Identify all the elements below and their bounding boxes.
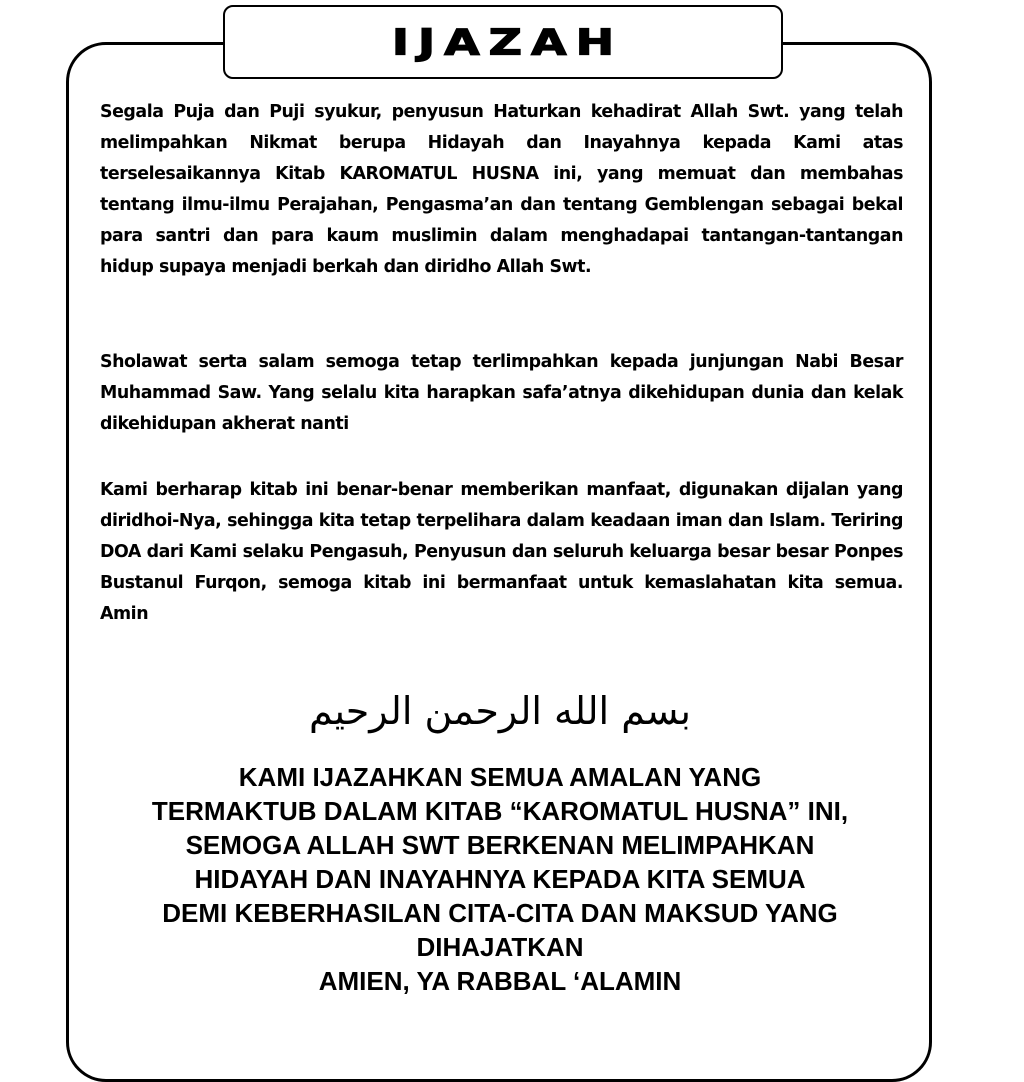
page-title: IJAZAH xyxy=(391,20,624,64)
ijazah-line: DEMI KEBERHASILAN CITA-CITA DAN MAKSUD YANG xyxy=(162,898,838,928)
ijazah-statement xyxy=(80,760,920,998)
paragraph-hope: Kami berharap kitab ini benar-benar memberikan manfaat, digunakan dijalan yang diridhoi-Nya, sehingga kita tetap terpelihara dalam keadaan iman dan Islam. Teriring DOA dari Kami selaku Pengasuh, Penyusun dan seluruh keluarga besar besar Ponpes Bustanul Furqon, semoga kitab ini bermanfaat untuk kemaslahatan kita semua. Amin xyxy=(100,480,903,624)
ijazah-line: AMIEN, YA RABBAL ‘ALAMIN xyxy=(318,966,682,996)
basmalah: بسم الله الرحمن الرحيم xyxy=(309,689,691,733)
paragraph-opening: Segala Puja dan Puji syukur, penyusun Haturkan kehadirat Allah Swt. yang telah melimpahkan Nikmat berupa Hidayah dan Inayahnya kepada Kami atas terselesaikannya Kitab KAROMATUL HUSNA ini, yang memuat dan membahas tentang ilmu-ilmu Perajahan, Pengasma’an dan tentang Gemblengan sebagai bekal para santri dan para kaum muslimin dalam menghadapai tantangan-tantangan hidup supaya menjadi berkah dan diridho Allah Swt. xyxy=(100,102,903,277)
ijazah-line: TERMAKTUB DALAM KITAB “KAROMATUL HUSNA” INI, xyxy=(151,796,849,826)
paragraph-sholawat: Sholawat serta salam semoga tetap terlimpahkan kepada junjungan Nabi Besar Muhammad Saw. Yang selalu kita harapkan safa’atnya dikehidupan dunia dan kelak dikehidupan akherat nanti xyxy=(100,352,903,434)
ijazah-line: HIDAYAH DAN INAYAHNYA KEPADA KITA SEMUA xyxy=(194,864,806,894)
ijazah-line: KAMI IJAZAHKAN SEMUA AMALAN YANG xyxy=(238,762,762,792)
ijazah-line: DIHAJATKAN xyxy=(416,932,584,962)
ijazah-line: SEMOGA ALLAH SWT BERKENAN MELIMPAHKAN xyxy=(185,830,815,860)
title-box xyxy=(223,5,783,79)
